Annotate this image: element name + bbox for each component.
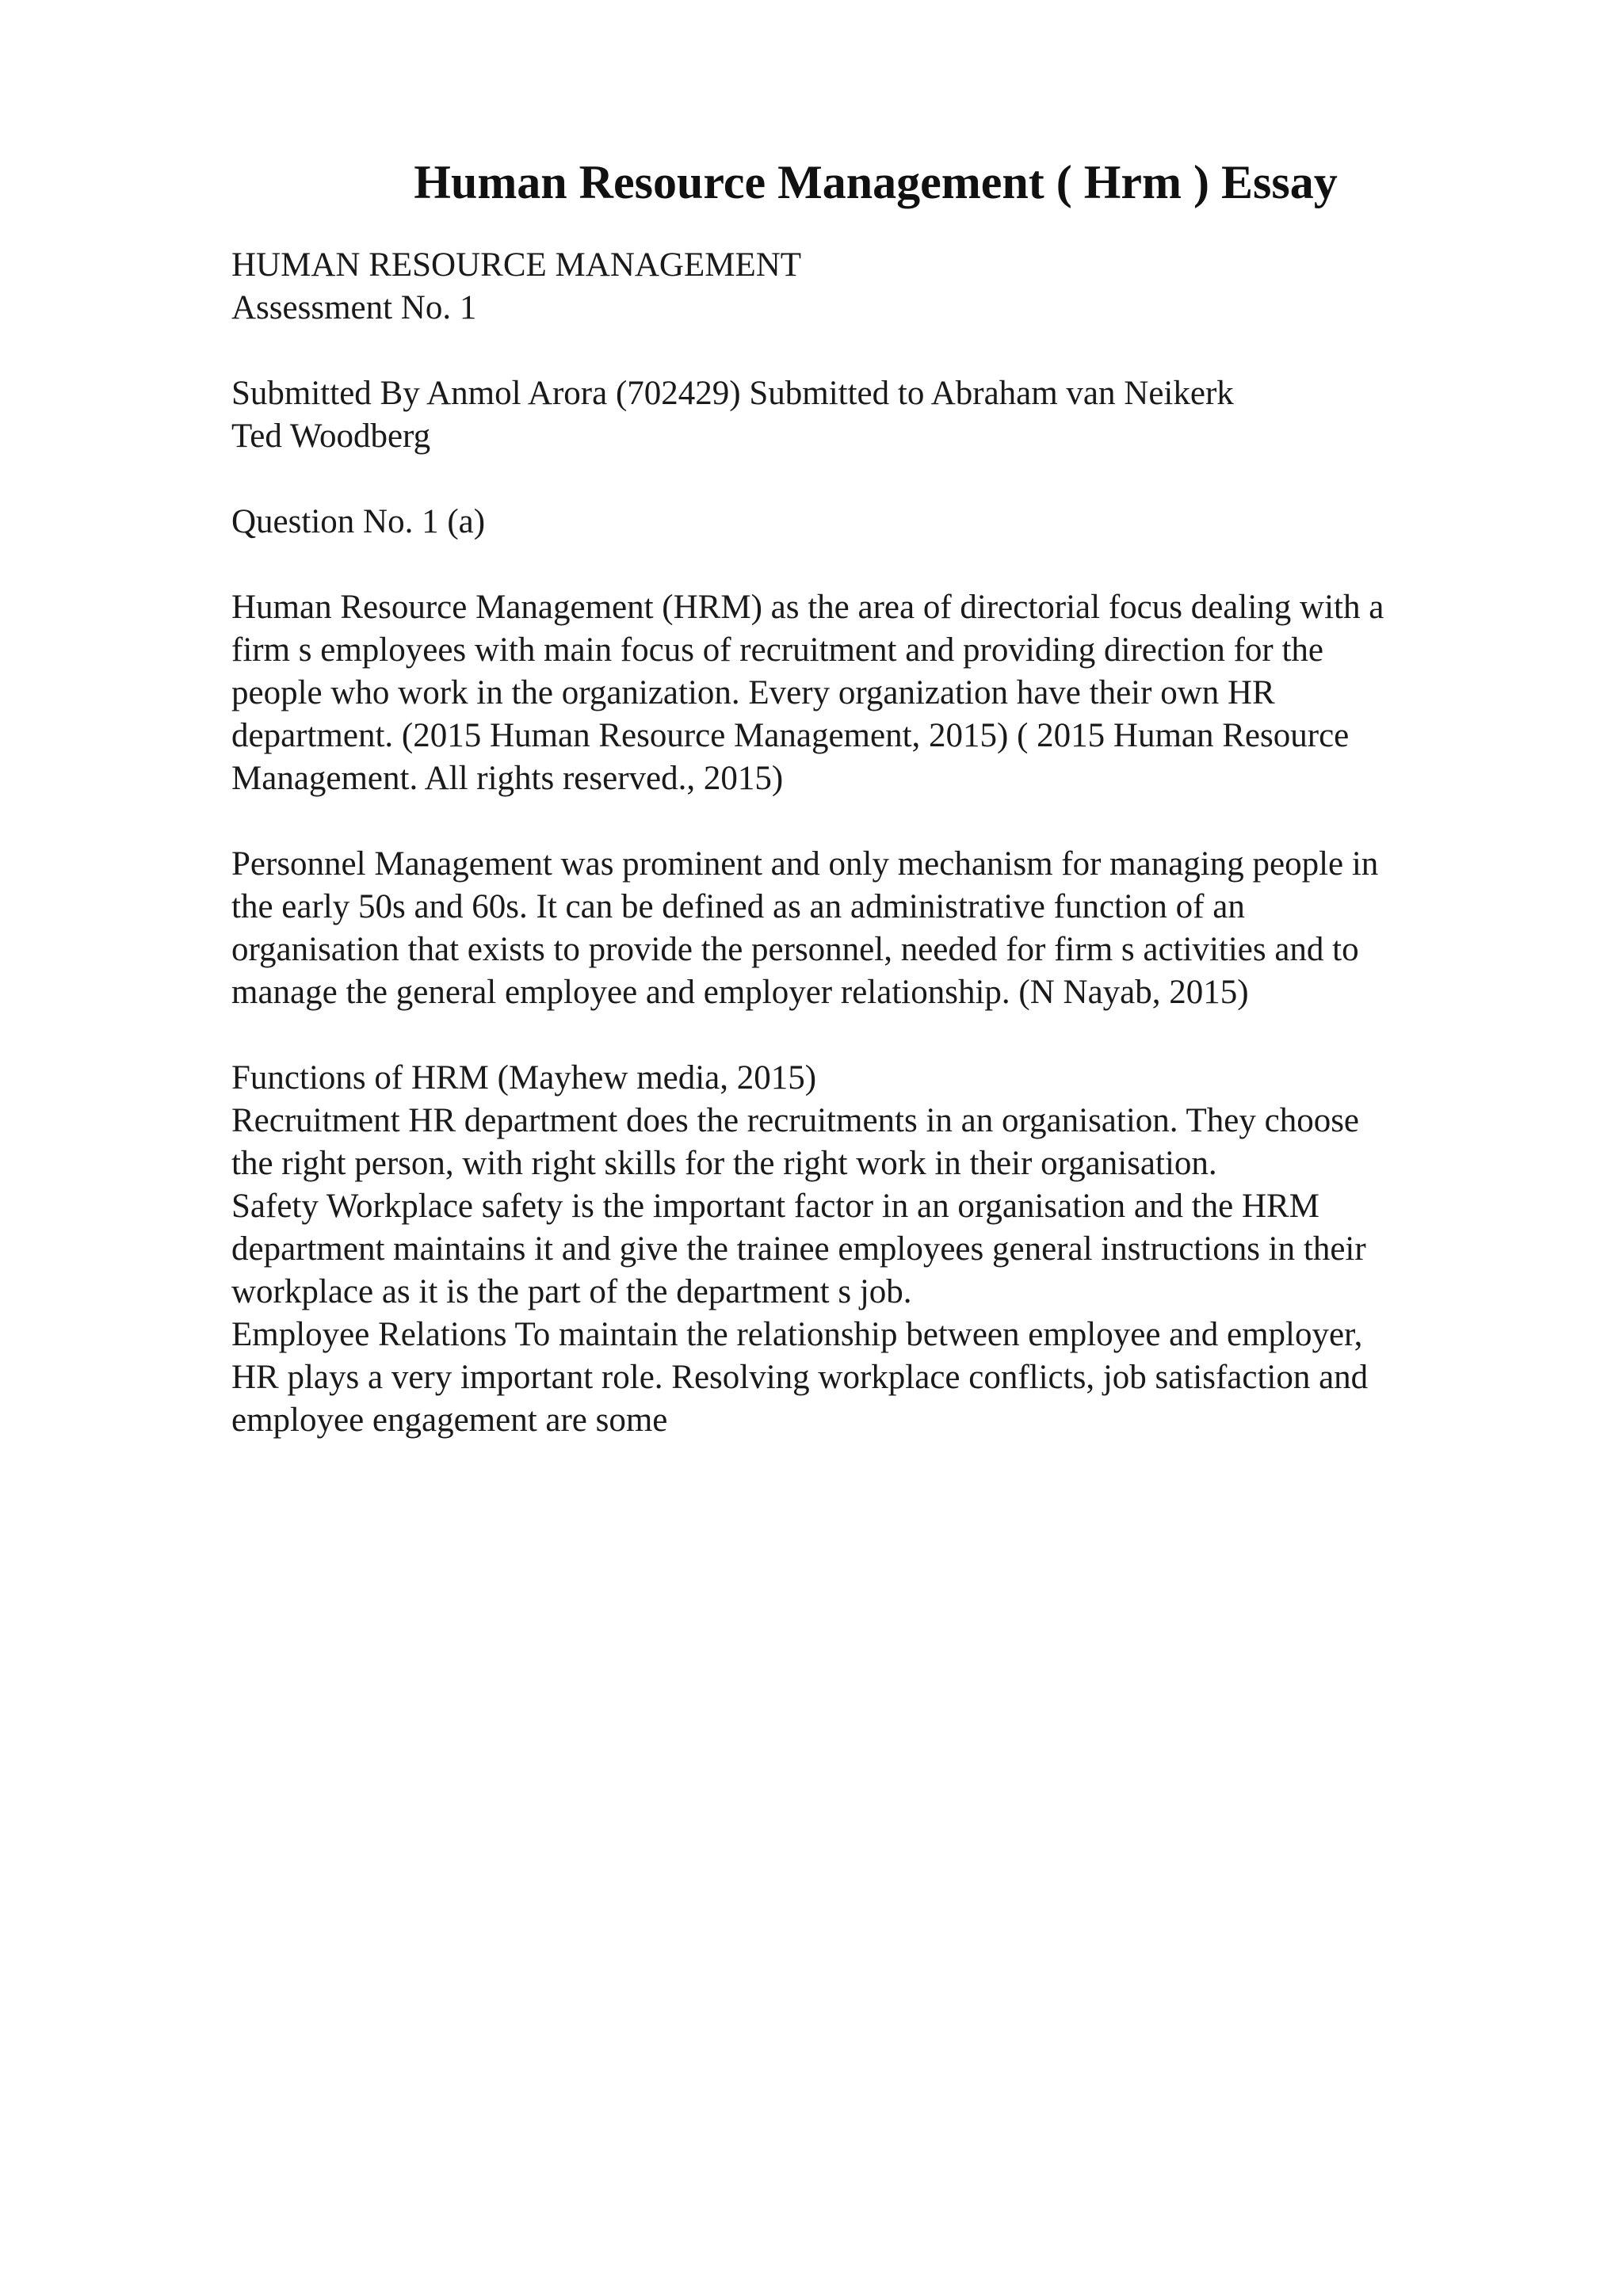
paragraph-3-line: employee engagement are some: [231, 1402, 668, 1439]
paragraph-3-line: HR plays a very important role. Resolving workplace conflicts, job satisfaction and: [231, 1359, 1369, 1396]
paragraph-1-line: Human Resource Management (HRM) as the area of directorial focus dealing with a: [231, 589, 1384, 626]
document-title: Human Resource Management ( Hrm ) Essay: [414, 156, 1338, 208]
document-body: [231, 244, 1594, 1442]
paragraph-gap: [231, 800, 1594, 843]
submission-line-2: Ted Woodberg: [231, 418, 431, 455]
question-heading: Question No. 1 (a): [231, 503, 486, 540]
paragraph-3-line: workplace as it is the part of the department s job.: [231, 1273, 912, 1310]
paragraph-1-line: Management. All rights reserved., 2015): [231, 760, 784, 797]
paragraph-3-line: Functions of HRM (Mayhew media, 2015): [231, 1059, 817, 1097]
paragraph-2-line: organisation that exists to provide the personnel, needed for firm s activities and to: [231, 931, 1359, 968]
paragraph-2-line: manage the general employee and employer relationship. (N Nayab, 2015): [231, 974, 1249, 1011]
paragraph-3-line: the right person, with right skills for the right work in their organisation.: [231, 1145, 1217, 1182]
paragraph-gap: [231, 1014, 1594, 1057]
paragraph-3-line: Safety Workplace safety is the important factor in an organisation and the HRM: [231, 1188, 1319, 1225]
paragraph-3-line: department maintains it and give the trainee employees general instructions in their: [231, 1230, 1366, 1268]
submission-line-1: Submitted By Anmol Arora (702429) Submitted to Abraham van Neikerk: [231, 375, 1234, 412]
paragraph-1-line: department. (2015 Human Resource Management, 2015) ( 2015 Human Resource: [231, 717, 1350, 754]
header-line-assessment: Assessment No. 1: [231, 289, 477, 326]
paragraph-3-line: Recruitment HR department does the recruitments in an organisation. They choose: [231, 1102, 1360, 1139]
paragraph-gap: [231, 330, 1594, 372]
paragraph-gap: [231, 458, 1594, 501]
header-line-course: HUMAN RESOURCE MANAGEMENT: [231, 246, 802, 284]
paragraph-3-line: Employee Relations To maintain the relationship between employee and employer,: [231, 1316, 1363, 1353]
paragraph-2-line: Personnel Management was prominent and only mechanism for managing people in: [231, 845, 1379, 883]
paragraph-2-line: the early 50s and 60s. It can be defined as an administrative function of an: [231, 888, 1245, 925]
paragraph-gap: [231, 543, 1594, 586]
paragraph-1-line: people who work in the organization. Every organization have their own HR: [231, 674, 1275, 711]
paragraph-1-line: firm s employees with main focus of recruitment and providing direction for the: [231, 631, 1324, 669]
